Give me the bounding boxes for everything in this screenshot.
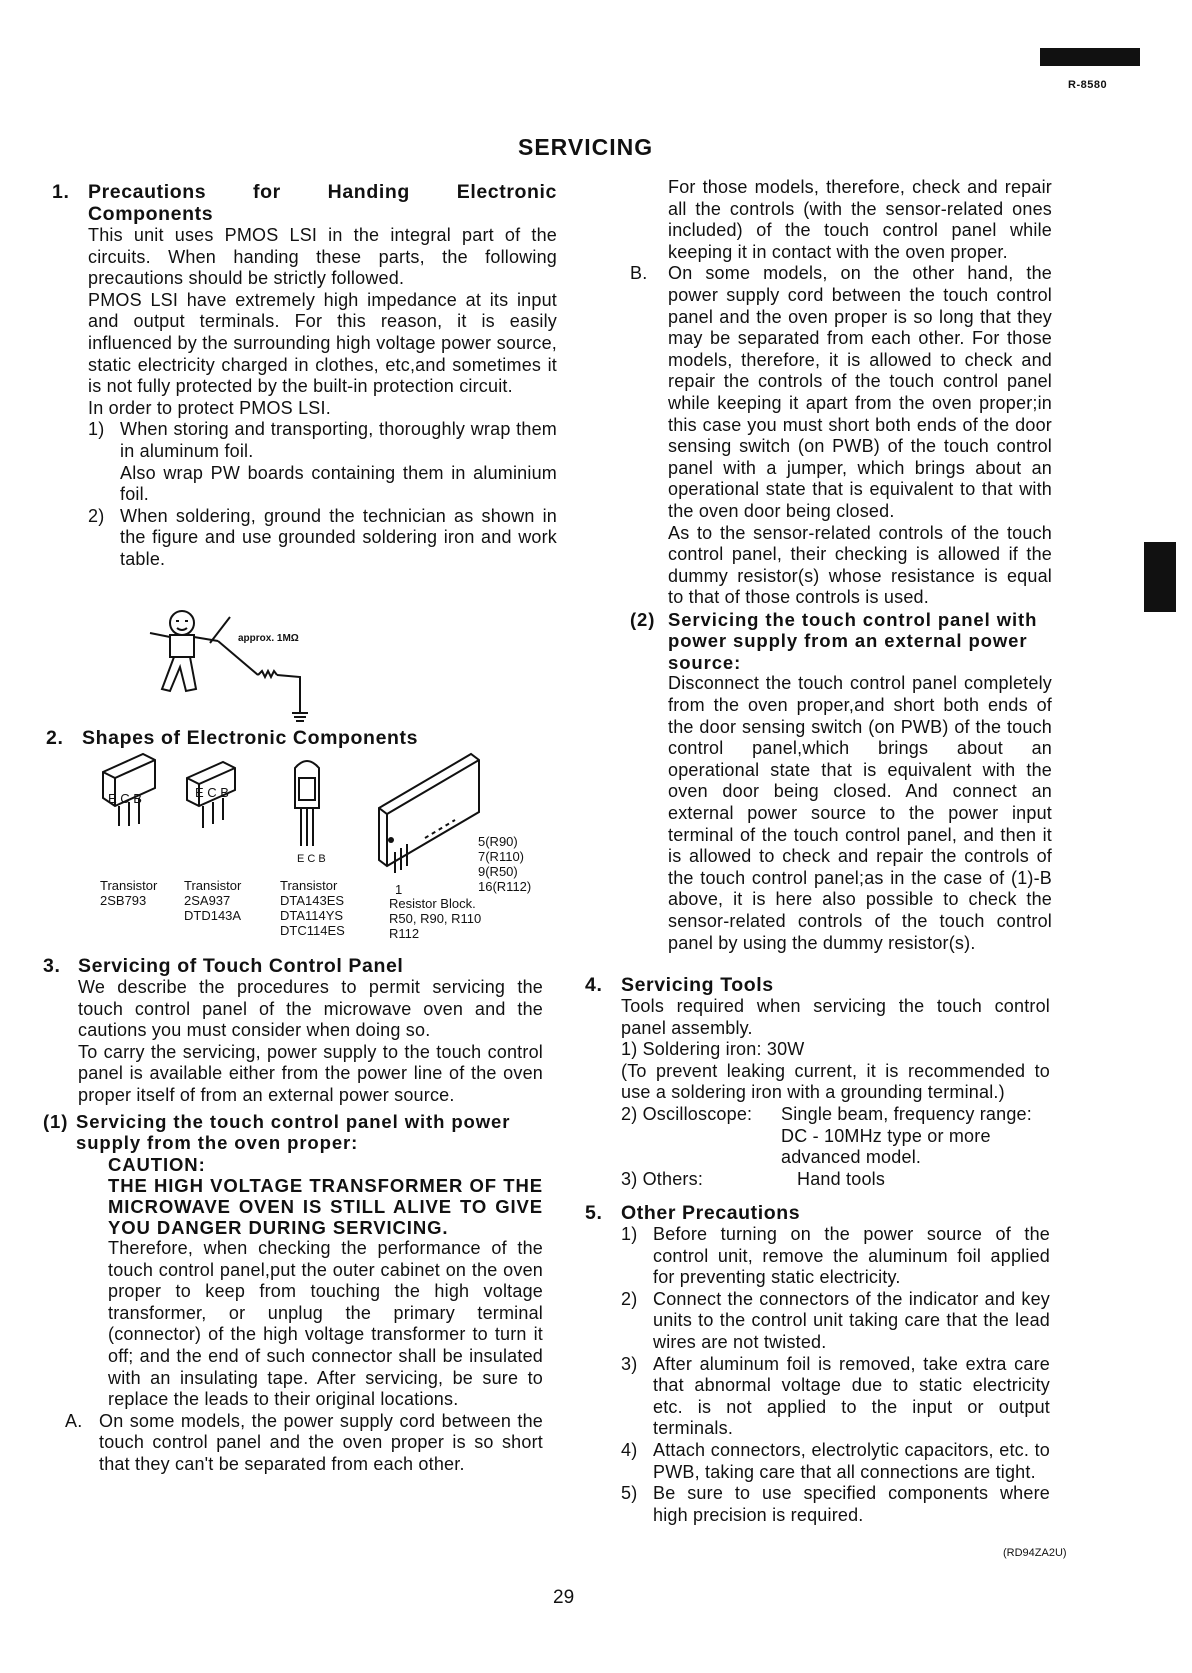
component-caption: Resistor Block. xyxy=(389,896,476,911)
section-2-number: 2. xyxy=(46,727,64,749)
list-item-text: After aluminum foil is removed, take extra care that abnormal voltage due to static electricity etc. is not applied to the input or output terminals. xyxy=(653,1353,1050,1439)
subsection-1-title: Servicing the touch control panel with power supply from the oven proper: xyxy=(76,1110,511,1154)
section-1 xyxy=(52,181,557,571)
transistor-1-pins: E C B xyxy=(108,791,142,806)
section-3-number: 3. xyxy=(43,955,61,977)
subsection-2-title: Servicing the touch control panel with power supply from an external power source: xyxy=(668,608,1038,673)
component-parts: R50, R90, R110 R112 xyxy=(389,911,482,941)
option-a-text: On some models, the power supply cord between the touch control panel and the oven proper is so short that they can't be separated from each other. xyxy=(99,1410,543,1474)
section-2-heading xyxy=(46,727,418,749)
section-1-title: Precautions for Handing Electronic Components xyxy=(88,181,557,225)
component-parts: 2SA937 DTD143A xyxy=(184,893,242,923)
list-item-text: Attach connectors, electrolytic capacitors, etc. to PWB, taking care that all connections are tight. xyxy=(653,1439,1050,1482)
section-3-paragraph: To carry the servicing, power supply to the touch control panel is available either from the power line of the oven proper itself of from an external power source. xyxy=(78,1041,543,1105)
section-1-number: 1. xyxy=(52,181,70,203)
list-item-text: Also wrap PW boards containing them in aluminium foil. xyxy=(120,462,557,505)
page-title: SERVICING xyxy=(518,134,654,160)
section-4 xyxy=(585,974,1050,1190)
pin-label: 7(R110) xyxy=(478,849,525,864)
right-column xyxy=(630,177,1052,954)
transistor-1-caption xyxy=(100,878,157,908)
section-1-intro: This unit uses PMOS LSI in the integral part of the circuits. When handing these parts, the following precautions should be strictly followed. xyxy=(88,225,557,289)
page-number: 29 xyxy=(553,1587,575,1608)
tool-oscilloscope-text: Single beam, frequency range: DC - 10MHz type or more advanced model. xyxy=(781,1103,1032,1168)
option-b-text: On some models, on the other hand, the power supply cord between the touch control panel and the oven proper is so long that they may be separated from each other. For those models, therefore, it is allowed to check and repair the controls of the touch control panel while keeping it apart from the oven proper;in this case you must short both ends of the door sensing switch (on PWB) of the touch control panel with a jumper, which brings about an operational state that is equivalent to that with the oven door being closed. xyxy=(668,263,1052,521)
list-item-text: Before turning on the power source of the control unit, remove the aluminum foil applied for preventing static electricity. xyxy=(653,1224,1050,1288)
subsection-2-number: (2) xyxy=(630,608,656,630)
pin-label: 9(R50) xyxy=(478,864,518,879)
grounding-technician-figure xyxy=(140,605,360,725)
list-item-text: Connect the connectors of the indicator and key units to the control unit taking care that the lead wires are not twisted. xyxy=(653,1288,1050,1352)
option-b-text-2: As to the sensor-related controls of the touch control panel, their checking is allowed if the dummy resistor(s) whose resistance is equal to that of those controls is used. xyxy=(668,522,1052,608)
section-3 xyxy=(43,955,543,1476)
document-code: (RD94ZA2U) xyxy=(1003,1547,1067,1559)
section-1-protect: In order to protect PMOS LSI. xyxy=(88,397,331,418)
pin-label: 5(R90) xyxy=(478,834,518,849)
section-4-number: 4. xyxy=(585,974,603,996)
resistor-pin-one: 1 xyxy=(395,882,403,897)
resistor-block-caption xyxy=(389,896,481,941)
transistor-2-caption xyxy=(184,878,241,923)
list-number: 2) xyxy=(621,1288,638,1309)
section-1-paragraph: PMOS LSI have extremely high impedance at its input and output terminals. For this reason, it is easily influenced by the surrounding high voltage power source, static electricity charged in clothes, etc,and sometimes it is not fully protected by the built-in protection circuit. xyxy=(88,289,557,397)
caution-text: THE HIGH VOLTAGE TRANSFORMER OF THE MICROWAVE OVEN IS STILL ALIVE TO GIVE YOU DANGER DURING SERVICING. xyxy=(108,1175,543,1239)
section-3-title: Servicing of Touch Control Panel xyxy=(78,955,404,977)
tool-soldering-note: (To prevent leaking current, it is recommended to use a soldering iron with a grounding terminal.) xyxy=(621,1060,1050,1103)
tool-oscilloscope-label: 2) Oscilloscope: xyxy=(621,1103,753,1124)
list-number: 1) xyxy=(88,419,105,440)
component-caption: Transistor xyxy=(280,878,338,893)
section-2-title: Shapes of Electronic Components xyxy=(82,727,419,749)
section-4-title: Servicing Tools xyxy=(621,974,774,996)
list-number: 3) xyxy=(621,1353,638,1374)
caution-follow-up: Therefore, when checking the performance of the touch control panel,put the outer cabinet on the oven proper to keep from touching the high voltage transformer, or unplug the primary terminal (connector) of the high voltage transformer to turn it off; and the end of such connector shall be insulated with an insulating tape. After servicing, be sure to replace the leads to their original locations. xyxy=(108,1238,543,1410)
option-a-continued: For those models, therefore, check and repair all the controls (with the sensor-related ones included) of the touch control panel while keeping it in contact with the oven proper. xyxy=(668,177,1052,262)
section-5 xyxy=(585,1202,1050,1526)
list-number: 4) xyxy=(621,1439,638,1460)
subsection-2-text: Disconnect the touch control panel completely from the oven proper,and short both ends of the door sensing switch (on PWB) of the touch control panel,which brings about an operational state that is equivalent with the oven door being closed. And connect an external power source to the power input terminal of the touch control panel, and then it is allowed to check and repair the controls of the touch control panel;as in the case of (1)-B above, it is here also possible to check the sensor-related controls of the touch control panel by using the dummy resistor(s). xyxy=(668,673,1052,953)
transistor-3-pins: E C B xyxy=(297,853,326,865)
pin-label: 16(R112) xyxy=(478,879,532,894)
section-5-title: Other Precautions xyxy=(621,1202,801,1224)
component-parts: DTA143ES DTA114YS DTC114ES xyxy=(280,893,345,938)
transistor-2-pins: E C B xyxy=(195,785,229,800)
subsection-1-number: (1) xyxy=(43,1110,69,1132)
section-5-number: 5. xyxy=(585,1202,603,1224)
list-number: 2) xyxy=(88,505,105,526)
corner-tab-mark xyxy=(1040,48,1140,66)
tool-others-label: 3) Others: xyxy=(621,1168,704,1189)
list-number: 5) xyxy=(621,1483,638,1504)
component-caption: Transistor xyxy=(100,878,158,893)
component-parts: 2SB793 xyxy=(100,893,147,908)
tool-others-text: Hand tools xyxy=(797,1168,886,1189)
transistor-3-caption xyxy=(280,878,345,938)
component-caption: Transistor xyxy=(184,878,242,893)
list-item-text: When storing and transporting, thoroughly wrap them in aluminum foil. xyxy=(120,419,557,461)
side-tab-mark xyxy=(1144,542,1176,612)
option-b-label: B. xyxy=(630,263,648,284)
list-item-text: When soldering, ground the technician as shown in the figure and use grounded soldering iron and work table. xyxy=(120,505,557,569)
model-number: R-8580 xyxy=(1068,79,1108,91)
resistance-label: approx. 1MΩ xyxy=(238,633,299,644)
resistor-block-pin-labels xyxy=(478,834,531,894)
tool-soldering-iron: 1) Soldering iron: 30W xyxy=(621,1039,805,1060)
section-4-intro: Tools required when servicing the touch control panel assembly. xyxy=(621,996,1050,1038)
caution-label: CAUTION: xyxy=(108,1153,206,1175)
list-item-text: Be sure to use specified components where high precision is required. xyxy=(653,1483,1050,1525)
list-number: 1) xyxy=(621,1224,638,1244)
section-3-intro: We describe the procedures to permit servicing the touch control panel of the microwave oven and the cautions you must consider when doing so. xyxy=(78,977,543,1041)
option-a-label: A. xyxy=(65,1410,83,1431)
